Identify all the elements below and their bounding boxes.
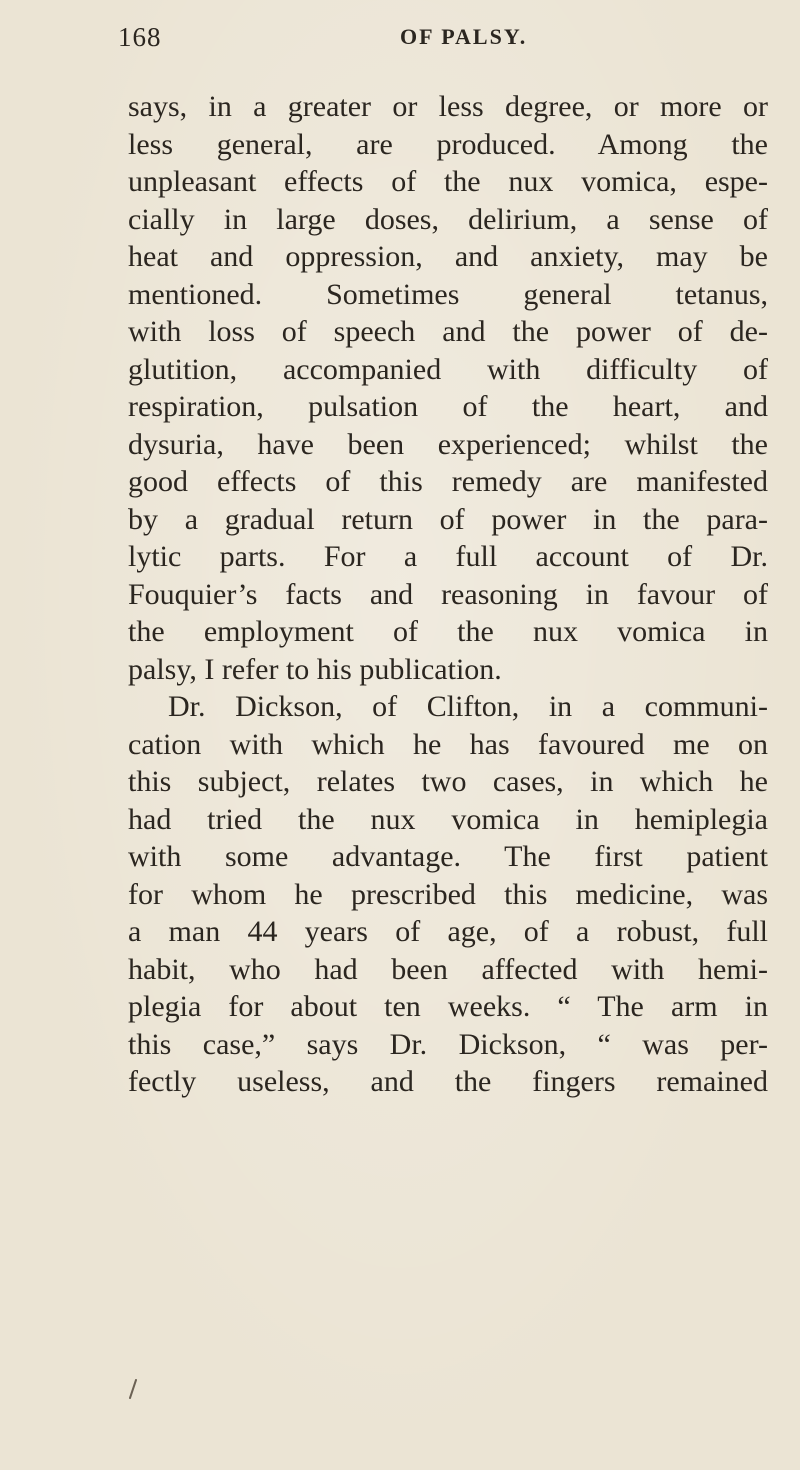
text-line: with loss of speech and the power of de- [128, 315, 768, 348]
text-line: habit, who had been affected with hemi- [128, 952, 768, 986]
text-line: fectly useless, and the fingers remained [128, 1065, 768, 1098]
text-line: a man 44 years of age, of a robust, full [128, 915, 768, 948]
text-line: cation with which he has favoured me on [128, 727, 768, 761]
text-line: lytic parts. For a full account of Dr. [128, 540, 768, 573]
running-title: OF PALSY. [400, 24, 528, 49]
text-line: glutition, accompanied with difficulty of [128, 352, 768, 386]
text-line: for whom he prescribed this medicine, was [128, 877, 768, 911]
text-line: respiration, pulsation of the heart, and [128, 390, 768, 423]
text-line: plegia for about ten weeks. “ The arm in [128, 990, 768, 1023]
text-line: heat and oppression, and anxiety, may be [128, 240, 768, 273]
text-line: Fouquier’s facts and reasoning in favour of [128, 577, 768, 611]
text-line: had tried the nux vomica in hemiplegia [128, 802, 768, 836]
text-line: the employment of the nux vomica in [128, 615, 768, 648]
ink-mark [126, 1378, 140, 1400]
text-line: this subject, relates two cases, in which he [128, 765, 768, 798]
running-head [118, 22, 778, 62]
text-line: cially in large doses, delirium, a sense of [128, 202, 768, 236]
body-text [128, 88, 768, 1101]
text-line: mentioned. Sometimes general tetanus, [128, 277, 768, 311]
text-line: with some advantage. The first patient [128, 840, 768, 873]
text-line: says, in a greater or less degree, or more or [128, 90, 768, 123]
text-line: by a gradual return of power in the para- [128, 502, 768, 536]
text-line: Dr. Dickson, of Clifton, in a communi- [168, 690, 768, 723]
text-line: this case,” says Dr. Dickson, “ was per- [128, 1027, 768, 1061]
text-line: dysuria, have been experienced; whilst the [128, 427, 768, 461]
page-number: 168 [118, 22, 162, 52]
text-line: less general, are produced. Among the [128, 127, 768, 161]
text-line: unpleasant effects of the nux vomica, espe- [128, 165, 768, 198]
text-line: palsy, I refer to his publication. [128, 652, 502, 686]
text-line: good effects of this remedy are manifested [128, 465, 768, 498]
